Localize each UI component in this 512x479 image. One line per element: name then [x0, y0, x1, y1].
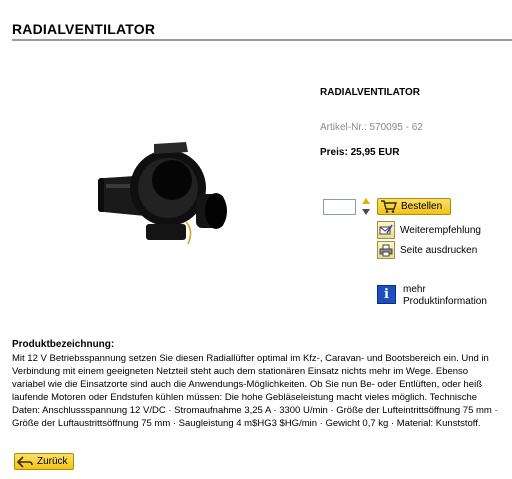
- info-icon: i: [377, 285, 396, 304]
- envelope-pen-icon: [377, 221, 395, 239]
- shopping-cart-icon: [381, 200, 397, 214]
- product-name: RADIALVENTILATOR: [320, 87, 420, 98]
- product-price: Preis: 25,95 EUR: [320, 147, 400, 158]
- page-title: RADIALVENTILATOR: [12, 21, 156, 37]
- print-link[interactable]: [377, 241, 477, 259]
- print-label: Seite ausdrucken: [400, 244, 478, 256]
- back-arrow-icon: [17, 456, 33, 468]
- back-button-label: Zurück: [37, 456, 68, 467]
- more-info-line1: mehr: [403, 284, 426, 295]
- more-info-link[interactable]: [377, 284, 487, 308]
- recommend-label: Weiterempfehlung: [400, 224, 481, 236]
- stepper-up-icon[interactable]: [362, 198, 370, 204]
- article-number: Artikel-Nr.: 570095 - 62: [320, 122, 423, 133]
- order-button-label: Bestellen: [401, 201, 443, 212]
- title-divider: [12, 39, 512, 41]
- printer-icon: [377, 241, 395, 259]
- description-text: Mit 12 V Betriebsspannung setzen Sie diesen Radiallüfter optimal im Kfz-, Caravan- und Bootsbereich ein. Und in Verbindung mit einem geeigneten Netzteil steht auch dem stationären Einsatz nichts mehr im Wege. Ebenso variabel wie die Einsatzorte sind auch die Anwendungs-Möglichkeiten. Ob Sie nun Be- oder Entlüften, oder heiß laufende Motoren oder Endstufen kühlen müssen: Die hohe Gebläseleistung macht vieles möglich. Technische Daten: Anschlussspannung 12 V/DC · Stromaufnahme 3,25 A · 3300 U/min · Größe der Lufteintrittsöffnung 75 mm · Größe der Luftaustrittsöffnung 75 mm · Saugleistung 4 m$HG3 $HG/min · Gewicht 0,7 kg · Material: Kunststoff.: [12, 353, 498, 429]
- quantity-input[interactable]: [323, 199, 356, 215]
- description-heading: Produktbezeichnung:: [12, 339, 115, 350]
- stepper-down-icon[interactable]: [362, 209, 370, 215]
- back-button[interactable]: [14, 453, 74, 470]
- recommend-link[interactable]: [377, 221, 481, 239]
- quantity-stepper[interactable]: [361, 197, 371, 217]
- more-info-label: [403, 284, 487, 308]
- more-info-line2: Produktinformation: [403, 296, 487, 307]
- order-button[interactable]: [377, 198, 451, 215]
- product-image: [96, 138, 230, 250]
